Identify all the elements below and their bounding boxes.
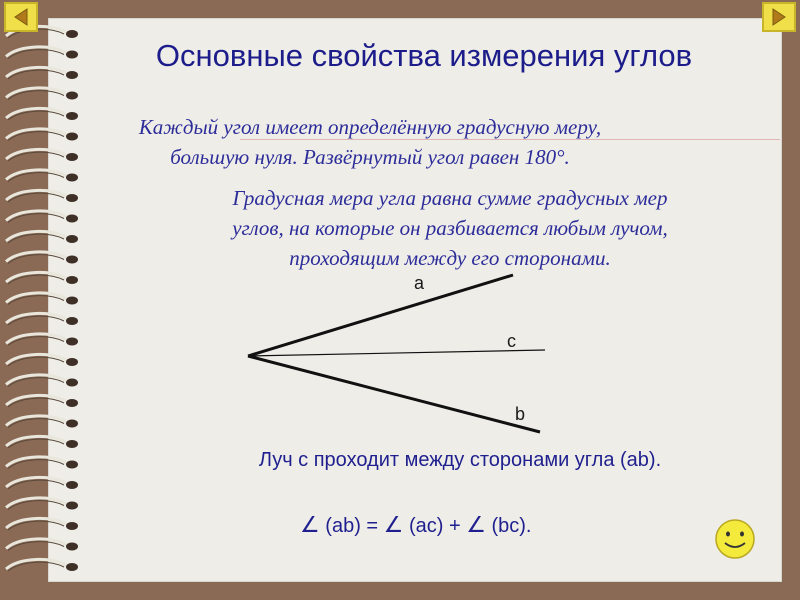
- property-2-line-2: углов, на которые он разбивается любым лучом,: [232, 216, 668, 240]
- formula-part-3: (bc).: [485, 515, 532, 537]
- smiley-icon: [714, 518, 756, 560]
- ray-b-label: b: [515, 404, 526, 424]
- ray-a-label: a: [414, 273, 425, 293]
- angle-symbol-3: ∠: [466, 512, 486, 537]
- ray-a: [248, 275, 513, 356]
- property-1-line-2: большую нуля. Развёрнутый угол равен 180°.: [170, 145, 570, 169]
- property-2-line-3: проходящим между его сторонами.: [289, 246, 611, 270]
- ray-c: [248, 350, 545, 356]
- ray-c-label: c: [507, 331, 516, 351]
- angle-sum-formula: [300, 512, 640, 538]
- formula-part-2: (ac) +: [403, 515, 467, 537]
- property-1-line-1: Каждый угол имеет определённую градусную меру,: [138, 115, 602, 139]
- slide-title: Основные свойства измерения углов: [155, 38, 693, 73]
- formula-part-1: (ab) =: [319, 515, 384, 537]
- property-2-line-1: Градусная мера угла равна сумме градусных мер: [232, 186, 668, 210]
- caption-text: Луч с проходит между сторонами угла (ab).: [258, 449, 662, 471]
- ray-b: [248, 356, 540, 432]
- angle-symbol-1: ∠: [300, 512, 320, 537]
- angle-symbol-2: ∠: [383, 512, 404, 537]
